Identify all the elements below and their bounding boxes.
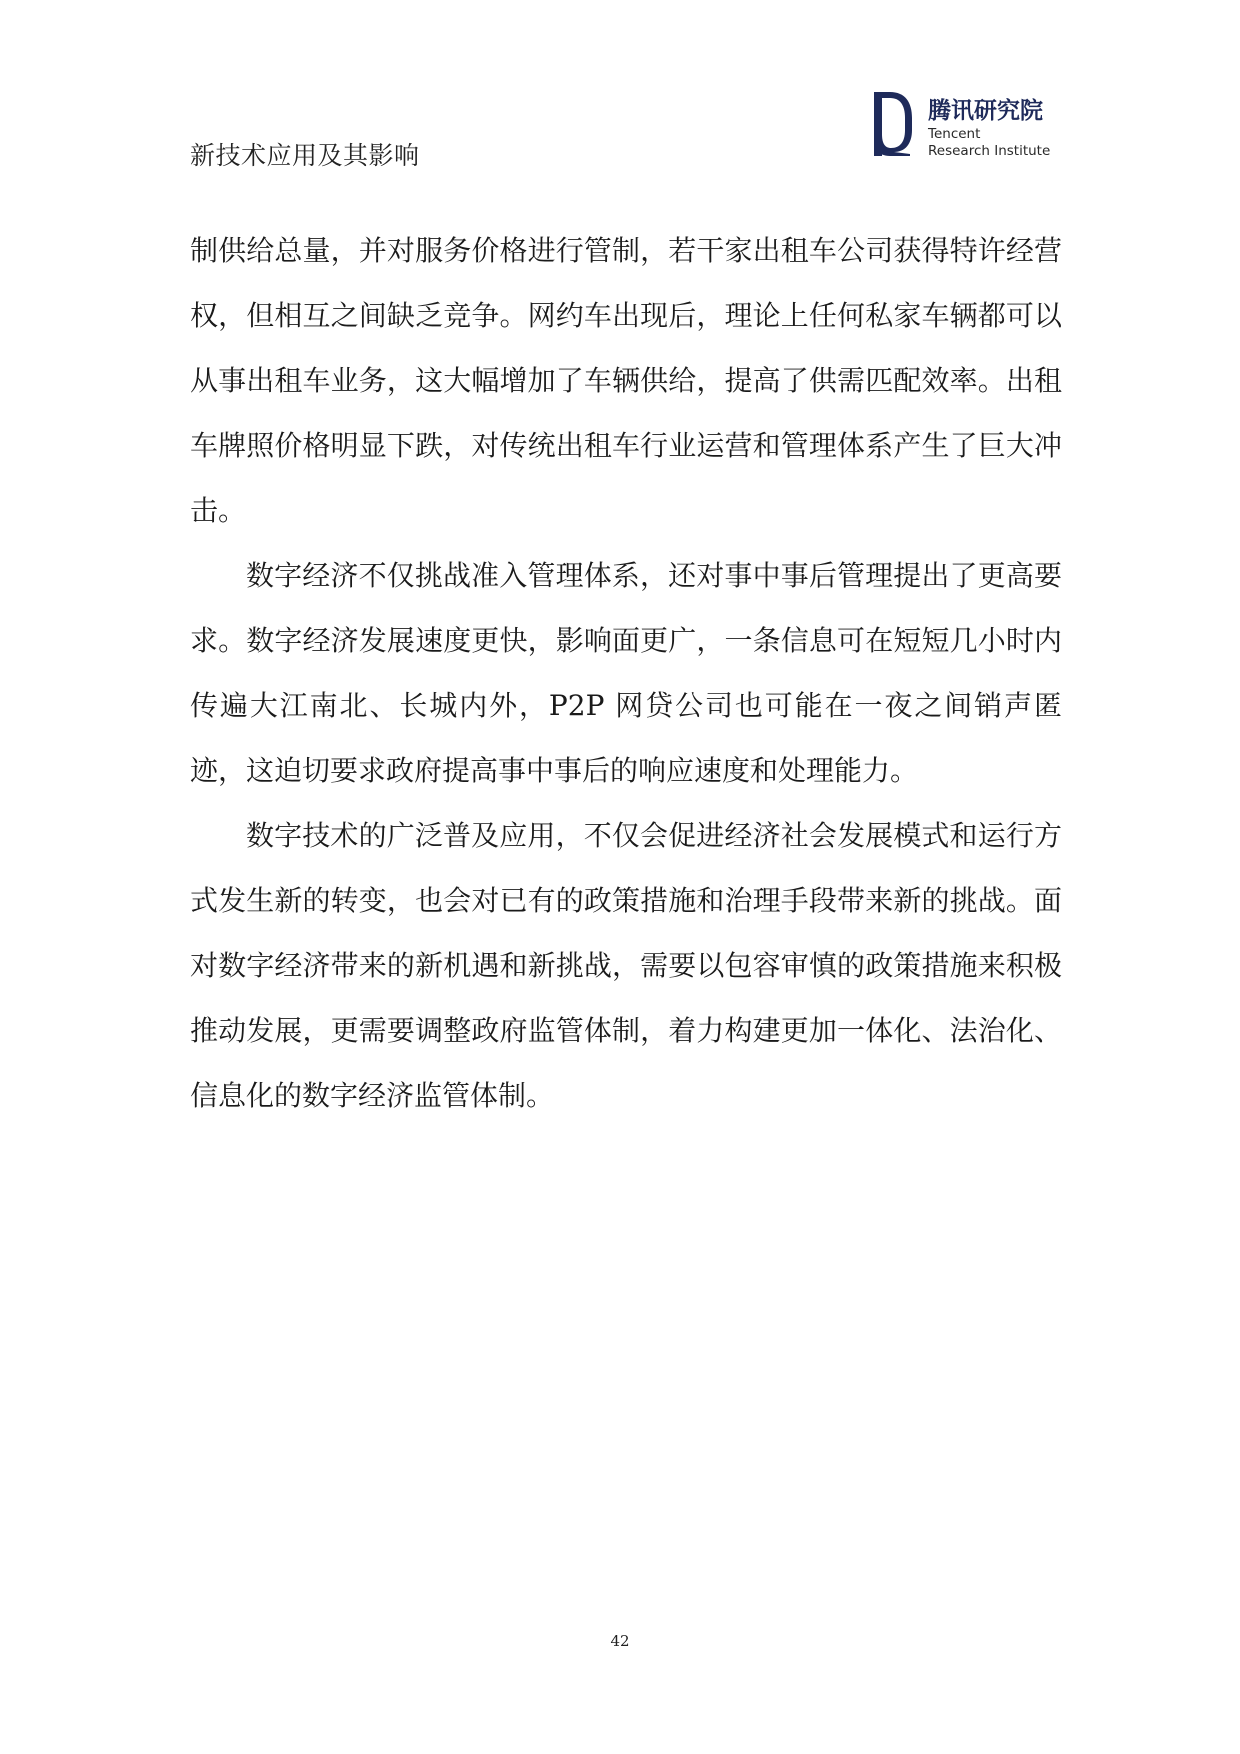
header-title: 新技术应用及其影响 — [190, 141, 420, 170]
logo-name-en-line2: Research Institute — [928, 143, 1051, 159]
logo-mark-icon — [860, 88, 918, 158]
page-number: 42 — [610, 1632, 630, 1650]
paragraph: 制供给总量，并对服务价格进行管制，若干家出租车公司获得特许经营权，但相互之间缺乏竞争。网约车出现后，理论上任何私家车辆都可以从事出租车业务，这大幅增加了车辆供给，提高了供需匹配效率。出租车牌照价格明显下跌，对传统出租车行业运营和管理体系产生了巨大冲击。 — [190, 234, 1062, 527]
paragraph: 数字经济不仅挑战准入管理体系，还对事中事后管理提出了更高要求。数字经济发展速度更快，影响面更广，一条信息可在短短几小时内传遍大江南北、长城内外，P2P 网贷公司也可能在一夜之间销声匿迹，这迫切要求政府提高事中事后的响应速度和处理能力。 — [190, 559, 1062, 787]
body-text — [190, 218, 1062, 1128]
tencent-research-logo — [860, 88, 1060, 158]
logo-name-en-line1: Tencent — [928, 126, 981, 142]
paragraph: 数字技术的广泛普及应用，不仅会促进经济社会发展模式和运行方式发生新的转变，也会对已有的政策措施和治理手段带来新的挑战。面对数字经济带来的新机遇和新挑战，需要以包容审慎的政策措施来积极推动发展，更需要调整政府监管体制，着力构建更加一体化、法治化、信息化的数字经济监管体制。 — [190, 819, 1062, 1112]
logo-name-cn: 腾讯研究院 — [928, 98, 1043, 124]
